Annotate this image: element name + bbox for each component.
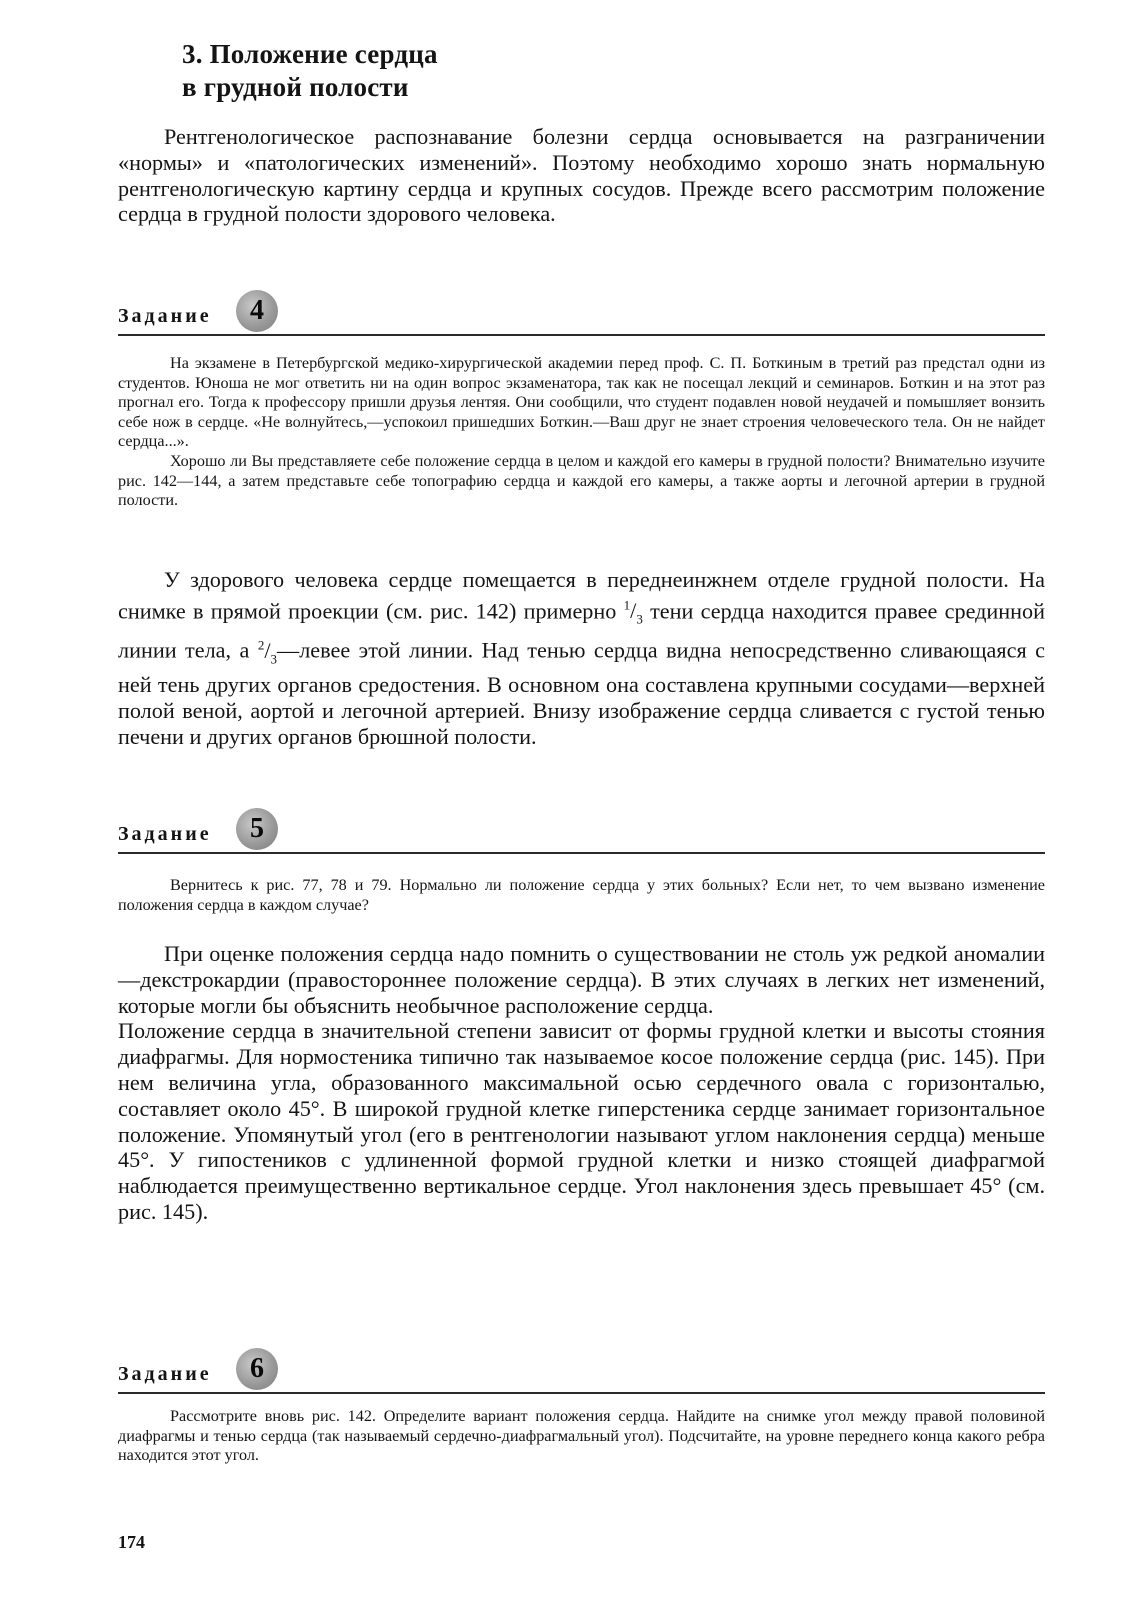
- intro-text: Рентгенологическое распознавание болезни сердца основывается на разграничении «нормы» и «патологических изменений». Поэтому необходимо хорошо знать нормальную рентгенологическую картину сердца и крупных сосудов. Прежде всего рассмотрим положение сердца в грудной полости здорового человека.: [118, 124, 1045, 227]
- heart-position-part-3: —левее этой линии. Над тенью сердца видна непосредственно сливающаяся с ней тень других органов средостения. В основном она составлена крупными сосудами—верхней полой веной, аортой и легочной артерией. Внизу изображение сердца сливается с густой тенью печени и других органов брюшной полости.: [118, 637, 1045, 749]
- section-title: [182, 38, 438, 104]
- fraction-two-thirds: $^2/_3$: [257, 637, 278, 667]
- task-6-text: [118, 1407, 1045, 1466]
- task-4-divider: [118, 334, 1045, 336]
- fraction-one-third: $^1/_3$: [623, 597, 643, 627]
- task-4-label: Задание: [118, 305, 212, 327]
- task-5-number-badge: 5: [236, 808, 278, 850]
- task-4-paragraph-2: Хорошо ли Вы представляете себе положение сердца в целом и каждой его камеры в грудной полости? Внимательно изучите рис. 142—144, а затем представьте себе топографию сердца и каждой его камеры, а также аорты и легочной артерии в грудной полости.: [118, 451, 1045, 510]
- task-5-header: [118, 806, 1045, 854]
- task-5-text: [118, 876, 1045, 915]
- intro-paragraph: [118, 124, 1045, 227]
- heart-position-part-2: тени сердца находится правее срединной линии тела, а: [118, 598, 1046, 663]
- section-title-line-2: в грудной полости: [182, 72, 409, 102]
- dextrocardia-paragraph: При оценке положения сердца надо помнить о существовании не столь уж редкой аномалии—декстрокардии (правостороннее положение сердца). В этих случаях в легких нет изменений, которые могли бы объяснить необычное расположение сердца.: [118, 941, 1045, 1018]
- task-6-label: Задание: [118, 1363, 212, 1385]
- heart-position-part-1: У здорового человека сердце помещается в переднеинжнем отделе грудной полости. На снимке в прямой проекции (см. рис. 142) примерно: [118, 567, 1045, 624]
- task-6-header: [118, 1346, 1045, 1394]
- task-4-text: [118, 354, 1045, 511]
- task-6-paragraph: Рассмотрите вновь рис. 142. Определите вариант положения сердца. Найдите на снимке угол между правой половиной диафрагмы и тенью сердца (так называемый сердечно-диафрагмальный угол). Подсчитайте, на уровне переднего конца какого ребра находится этот угол.: [118, 1407, 1045, 1465]
- task-4-number-badge: 4: [236, 290, 278, 332]
- fraction-1-denominator: 3: [636, 611, 643, 627]
- task-6-divider: [118, 1392, 1045, 1394]
- fraction-1-numerator: 1: [623, 597, 631, 613]
- task-6-number-badge: 6: [236, 1348, 278, 1390]
- page-number: 174: [118, 1532, 145, 1552]
- task-4-paragraph-1: На экзамене в Петербургской медико-хирургической академии перед проф. С. П. Боткиным в третий раз предстал одни из студентов. Юноша не мог ответить ни на один вопрос экзаменатора, так как не посещал лекций и семинаров. Боткин и на этот раз прогнал его. Тогда к профессору пришли друзья лентяя. Они сообщили, что студент подавлен новой неудачей и помышляет вонзить себе нож в сердце. «Не волнуйтесь,—успокоил пришедших Боткин.—Ваш друг не знает строения человеческого тела. Он не найдет сердца...».: [118, 354, 1045, 451]
- fraction-2-denominator: 3: [270, 651, 278, 667]
- task-4-header: [118, 288, 1045, 336]
- task-5-label: Задание: [118, 823, 212, 845]
- fraction-2-numerator: 2: [257, 637, 265, 653]
- task-5-paragraph: Вернитесь к рис. 77, 78 и 79. Нормально ли положение сердца у этих больных? Если нет, то чем вызвано изменение положения сердца в каждом случае?: [118, 876, 1045, 914]
- task-5-divider: [118, 852, 1045, 854]
- heart-angle-paragraph: Положение сердца в значительной степени зависит от формы грудной клетки и высоты стояния диафрагмы. Для нормостеника типично так называемое косое положение сердца (рис. 145). При нем величина угла, образованного максимальной осью сердечного овала с горизонталью, составляет около 45°. В широкой грудной клетке гиперстеника сердце занимает горизонтальное положение. Упомянутый угол (его в рентгенологии называют углом наклонения сердца) меньше 45°. У гипостеников с удлиненной формой грудной клетки и низко стоящей диафрагмой наблюдается преимущественно вертикальное сердце. Угол наклонения здесь превышает 45° (см. рис. 145).: [118, 1018, 1045, 1224]
- heart-position-paragraph: [118, 567, 1045, 749]
- section-title-line-1: 3. Положение сердца: [182, 39, 438, 69]
- dextrocardia-and-angle-section: [118, 941, 1045, 1225]
- heart-position-text: [118, 567, 1045, 749]
